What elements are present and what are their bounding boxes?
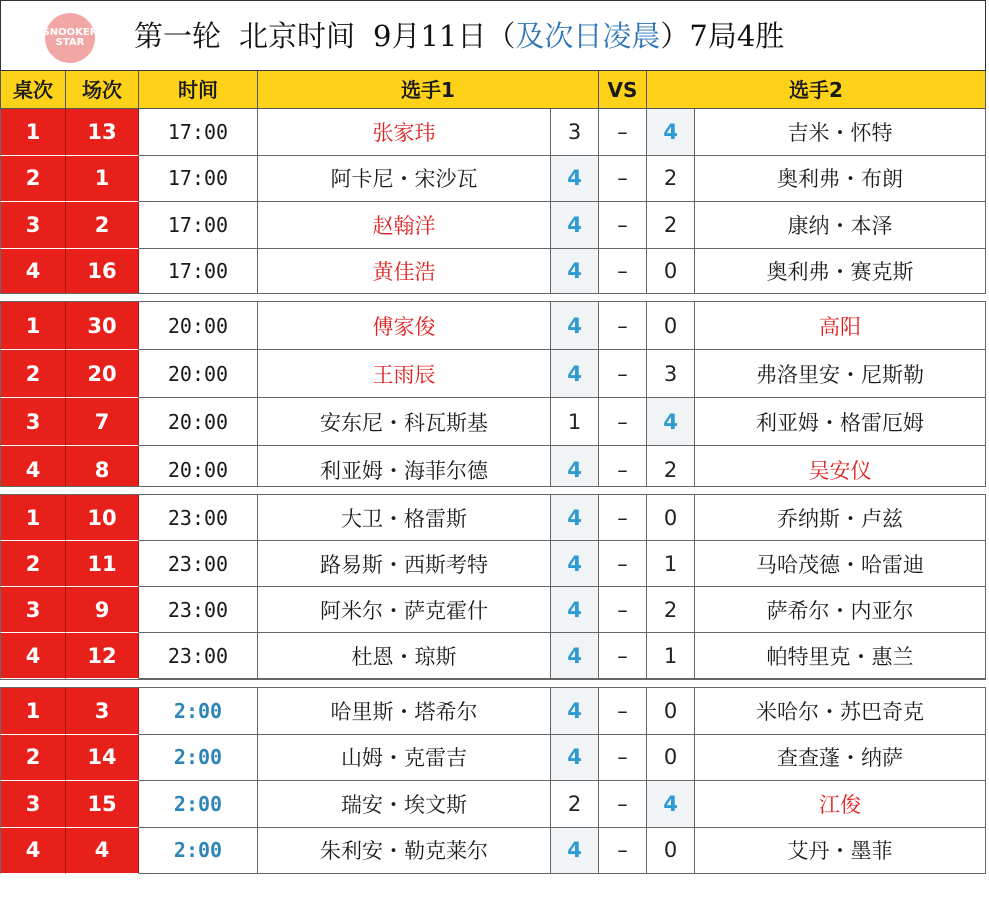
player2-score: 0 — [647, 249, 695, 296]
match-number: 15 — [66, 781, 139, 828]
snooker-star-logo — [42, 13, 98, 63]
player1-score: 4 — [551, 688, 599, 735]
player2-name: 江俊 — [695, 781, 986, 828]
table-row — [0, 735, 986, 782]
table-row — [0, 249, 986, 296]
match-time: 2:00 — [139, 781, 258, 828]
match-number: 16 — [66, 249, 139, 296]
table-row — [0, 109, 986, 156]
header-vs: VS — [599, 71, 647, 109]
header-match: 场次 — [66, 71, 139, 109]
header-time: 时间 — [139, 71, 258, 109]
table-number: 3 — [0, 202, 66, 249]
score-separator: – — [599, 398, 647, 446]
player1-name: 瑞安・埃文斯 — [258, 781, 551, 828]
table-row — [0, 633, 986, 679]
table-row — [0, 302, 986, 350]
match-time: 20:00 — [139, 446, 258, 494]
table-number: 4 — [0, 828, 66, 875]
match-number: 1 — [66, 156, 139, 203]
player1-name: 哈里斯・塔希尔 — [258, 688, 551, 735]
table-number: 2 — [0, 350, 66, 398]
score-separator: – — [599, 156, 647, 203]
match-time: 23:00 — [139, 541, 258, 587]
table-row — [0, 495, 986, 541]
logo-text: SNOOKER STAR — [42, 26, 98, 48]
player2-score: 2 — [647, 156, 695, 203]
match-time: 23:00 — [139, 587, 258, 633]
player2-name: 帕特里克・惠兰 — [695, 633, 986, 679]
match-time: 20:00 — [139, 398, 258, 446]
player1-name: 朱利安・勒克莱尔 — [258, 828, 551, 875]
player2-score: 4 — [647, 398, 695, 446]
player1-name: 黄佳浩 — [258, 249, 551, 296]
player2-name: 高阳 — [695, 302, 986, 350]
player1-score: 4 — [551, 735, 599, 782]
match-number: 30 — [66, 302, 139, 350]
player1-name: 山姆・克雷吉 — [258, 735, 551, 782]
player2-name: 米哈尔・苏巴奇克 — [695, 688, 986, 735]
table-row — [0, 156, 986, 203]
player2-score: 1 — [647, 541, 695, 587]
table-number: 3 — [0, 587, 66, 633]
table-number: 2 — [0, 735, 66, 782]
player2-score: 2 — [647, 202, 695, 249]
match-number: 14 — [66, 735, 139, 782]
score-separator: – — [599, 688, 647, 735]
player2-name: 萨希尔・内亚尔 — [695, 587, 986, 633]
player1-name: 杜恩・琼斯 — [258, 633, 551, 679]
player1-name: 大卫・格雷斯 — [258, 495, 551, 541]
match-number: 9 — [66, 587, 139, 633]
header-table: 桌次 — [0, 71, 66, 109]
table-number: 2 — [0, 156, 66, 203]
title-round: 第一轮 — [134, 19, 222, 53]
player2-score: 3 — [647, 350, 695, 398]
player1-score: 3 — [551, 109, 599, 156]
player2-name: 吴安仪 — [695, 446, 986, 494]
match-number: 20 — [66, 350, 139, 398]
table-row — [0, 541, 986, 587]
table-number: 3 — [0, 398, 66, 446]
player1-score: 4 — [551, 249, 599, 296]
match-time: 20:00 — [139, 302, 258, 350]
player1-score: 1 — [551, 398, 599, 446]
score-separator: – — [599, 633, 647, 679]
player1-name: 阿米尔・萨克霍什 — [258, 587, 551, 633]
player1-score: 4 — [551, 202, 599, 249]
player2-name: 乔纳斯・卢兹 — [695, 495, 986, 541]
player1-score: 2 — [551, 781, 599, 828]
player2-name: 利亚姆・格雷厄姆 — [695, 398, 986, 446]
table-row — [0, 688, 986, 735]
table-header — [0, 71, 986, 109]
score-separator: – — [599, 302, 647, 350]
match-time: 17:00 — [139, 156, 258, 203]
player2-name: 奥利弗・赛克斯 — [695, 249, 986, 296]
score-separator: – — [599, 495, 647, 541]
match-time: 2:00 — [139, 828, 258, 875]
score-separator: – — [599, 202, 647, 249]
player2-name: 艾丹・墨菲 — [695, 828, 986, 875]
score-separator: – — [599, 828, 647, 875]
match-number: 2 — [66, 202, 139, 249]
player2-score: 4 — [647, 109, 695, 156]
block-separator — [0, 486, 986, 495]
table-number: 4 — [0, 446, 66, 494]
match-time: 2:00 — [139, 688, 258, 735]
score-separator: – — [599, 781, 647, 828]
table-number: 4 — [0, 249, 66, 296]
table-number: 1 — [0, 302, 66, 350]
table-number: 1 — [0, 495, 66, 541]
match-number: 13 — [66, 109, 139, 156]
match-number: 10 — [66, 495, 139, 541]
score-separator: – — [599, 541, 647, 587]
player1-score: 4 — [551, 302, 599, 350]
player1-name: 王雨辰 — [258, 350, 551, 398]
page-title — [134, 15, 784, 57]
table-row — [0, 828, 986, 875]
player2-name: 吉米・怀特 — [695, 109, 986, 156]
table-number: 1 — [0, 688, 66, 735]
match-number: 11 — [66, 541, 139, 587]
player2-score: 1 — [647, 633, 695, 679]
header-player1: 选手1 — [258, 71, 599, 109]
player2-score: 0 — [647, 688, 695, 735]
title-bar — [0, 0, 986, 71]
title-date: 9月11日（ — [373, 19, 516, 53]
title-next-morning: 及次日凌晨 — [515, 19, 661, 53]
player1-score: 4 — [551, 446, 599, 494]
player2-score: 4 — [647, 781, 695, 828]
score-separator: – — [599, 446, 647, 494]
player1-name: 傅家俊 — [258, 302, 551, 350]
match-number: 8 — [66, 446, 139, 494]
header-player2: 选手2 — [647, 71, 986, 109]
match-time: 2:00 — [139, 735, 258, 782]
table-row — [0, 202, 986, 249]
player1-score: 4 — [551, 587, 599, 633]
score-separator: – — [599, 249, 647, 296]
block-separator — [0, 679, 986, 688]
player2-name: 奥利弗・布朗 — [695, 156, 986, 203]
player1-score: 4 — [551, 156, 599, 203]
player1-name: 赵翰洋 — [258, 202, 551, 249]
player1-score: 4 — [551, 633, 599, 679]
table-row — [0, 350, 986, 398]
score-separator: – — [599, 735, 647, 782]
match-number: 4 — [66, 828, 139, 875]
player2-name: 马哈茂德・哈雷迪 — [695, 541, 986, 587]
title-time-zone: 北京时间 — [239, 19, 356, 53]
player2-name: 康纳・本泽 — [695, 202, 986, 249]
table-row — [0, 398, 986, 446]
player1-name: 阿卡尼・宋沙瓦 — [258, 156, 551, 203]
match-time: 17:00 — [139, 249, 258, 296]
player1-name: 安东尼・科瓦斯基 — [258, 398, 551, 446]
match-time: 17:00 — [139, 109, 258, 156]
match-time: 23:00 — [139, 633, 258, 679]
player1-score: 4 — [551, 495, 599, 541]
match-time: 20:00 — [139, 350, 258, 398]
match-number: 7 — [66, 398, 139, 446]
table-number: 2 — [0, 541, 66, 587]
player2-score: 2 — [647, 446, 695, 494]
player1-name: 张家玮 — [258, 109, 551, 156]
match-time: 23:00 — [139, 495, 258, 541]
player2-score: 0 — [647, 495, 695, 541]
player1-name: 利亚姆・海菲尔德 — [258, 446, 551, 494]
player2-score: 0 — [647, 828, 695, 875]
player2-score: 2 — [647, 587, 695, 633]
player2-score: 0 — [647, 735, 695, 782]
match-number: 12 — [66, 633, 139, 679]
table-number: 1 — [0, 109, 66, 156]
table-row — [0, 781, 986, 828]
player1-score: 4 — [551, 350, 599, 398]
block-separator — [0, 293, 986, 302]
player2-score: 0 — [647, 302, 695, 350]
score-separator: – — [599, 109, 647, 156]
player2-name: 查查蓬・纳萨 — [695, 735, 986, 782]
match-number: 3 — [66, 688, 139, 735]
match-time: 17:00 — [139, 202, 258, 249]
title-format: ）7局4胜 — [660, 19, 785, 53]
table-number: 4 — [0, 633, 66, 679]
score-separator: – — [599, 587, 647, 633]
player2-name: 弗洛里安・尼斯勒 — [695, 350, 986, 398]
player1-score: 4 — [551, 828, 599, 875]
player1-name: 路易斯・西斯考特 — [258, 541, 551, 587]
table-number: 3 — [0, 781, 66, 828]
player1-score: 4 — [551, 541, 599, 587]
score-separator: – — [599, 350, 647, 398]
table-row — [0, 587, 986, 633]
